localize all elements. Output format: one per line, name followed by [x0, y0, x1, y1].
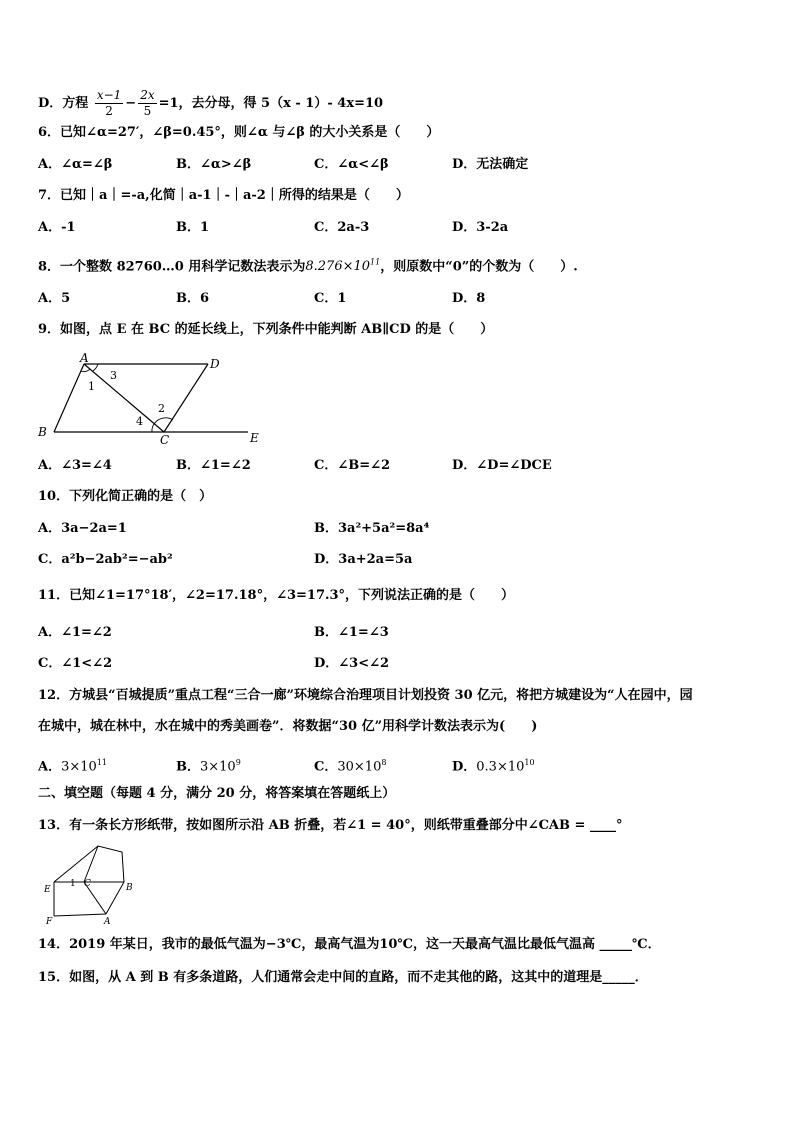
q8-option-d: D．8: [452, 291, 486, 306]
q11-option-d: D．∠3<∠2: [314, 656, 390, 671]
label-c: C: [160, 433, 170, 447]
equation-rest: =1，去分母，得 5（x - 1）- 4x=10: [158, 96, 384, 111]
q13-figure: [40, 840, 150, 925]
option-letter: B．: [176, 759, 200, 775]
sci-base: 8.276×10: [305, 259, 371, 275]
question-13-stem: 13．有一条长方形纸带，按如图所示沿 AB 折叠，若∠1 = 40°，则纸带重叠部分中∠CAB = ____°: [38, 818, 623, 833]
fraction-numerator: 2x: [140, 88, 155, 102]
angle-label-4: 4: [136, 415, 143, 428]
option-letter: C．: [314, 759, 338, 775]
fraction-denominator: 5: [143, 104, 152, 118]
fraction-1: [95, 88, 123, 119]
question-11-stem: 11．已知∠1=17°18′，∠2=17.18°，∠3=17.3°，下列说法正确的是（ ）: [38, 588, 515, 603]
question-5-option-d: [38, 88, 383, 119]
question-6-stem: 6．已知∠α=27′，∠β=0.45°，则∠α 与∠β 的大小关系是（ ）: [38, 125, 440, 140]
q10-option-d: D．3a+2a=5a: [314, 552, 413, 567]
q9-option-c: C．∠B=∠2: [314, 458, 391, 473]
label-a: A: [80, 351, 89, 365]
q8-option-b: B．6: [176, 291, 210, 306]
sci-exponent: 10: [524, 758, 535, 767]
label-b: B: [126, 883, 133, 893]
q8-option-a: A．5: [38, 291, 71, 306]
q7-option-b: B．1: [176, 220, 210, 235]
option-letter: D．: [452, 759, 477, 775]
question-12-line-2: 在城中，城在林中，水在城中的秀美画卷”．将数据“30 亿”用科学计数法表示为( ): [38, 719, 538, 734]
q11-option-b: B．∠1=∠3: [314, 625, 389, 640]
label-e: E: [44, 885, 51, 895]
label-f: F: [46, 917, 53, 925]
angle-label-1: 1: [88, 380, 95, 393]
q11-option-c: C．∠1<∠2: [38, 656, 113, 671]
question-14-stem: 14．2019 年某日，我市的最低气温为−3℃，最高气温为10℃，这一天最高气温比最低气温高 _____℃．: [38, 937, 661, 952]
q6-option-c: C．∠α<∠β: [314, 157, 389, 172]
angle-label-1: 1: [70, 879, 76, 889]
angle-label-2: 2: [158, 402, 165, 415]
sci-exponent: 9: [235, 758, 241, 767]
scientific-notation: [305, 259, 380, 274]
sci-base: 3×10: [61, 759, 97, 775]
sci-exponent: 8: [381, 758, 387, 767]
section-2-heading: 二、填空题（每题 4 分，满分 20 分，将答案填在答题纸上）: [38, 786, 396, 801]
label-c: C: [84, 879, 91, 889]
sci-exponent: 11: [370, 258, 381, 267]
q6-option-b: B．∠α>∠β: [176, 157, 252, 172]
q9-option-d: D．∠D=∠DCE: [452, 458, 552, 473]
segment-ab: [54, 364, 84, 432]
question-15-stem: 15．如图，从 A 到 B 有多条道路，人们通常会走中间的直路，而不走其他的路，这其中的道理是_____．: [38, 970, 648, 985]
angle-arc-1: [81, 369, 90, 372]
q6-option-d: D．无法确定: [452, 157, 529, 172]
fraction-2: [138, 88, 156, 119]
stem-text: 8．一个整数 82760…0 用科学记数法表示为: [38, 259, 306, 275]
label-b: B: [38, 425, 47, 439]
q7-option-c: C．2a-3: [314, 220, 370, 235]
segment-ac: [84, 364, 164, 432]
question-9-stem: 9．如图，点 E 在 BC 的延长线上，下列条件中能判断 AB∥CD 的是（ ）: [38, 322, 494, 337]
q10-option-a: A．3a−2a=1: [38, 521, 127, 536]
angle-arc-3: [93, 364, 98, 371]
label-d: D: [210, 357, 220, 371]
sci-base: 3×10: [200, 759, 236, 775]
fraction-denominator: 2: [105, 104, 113, 118]
q9-figure: [30, 350, 270, 450]
folded-strip: [54, 846, 124, 882]
question-10-stem: 10．下列化简正确的是（ ）: [38, 489, 213, 504]
label-a: A: [104, 917, 111, 925]
sci-base: 0.3×10: [476, 759, 525, 775]
q9-option-a: A．∠3=∠4: [38, 458, 112, 473]
q7-option-a: A．-1: [38, 220, 76, 235]
q12-option-a: [38, 755, 107, 775]
question-12-line-1: 12．方城县“百城提质”重点工程“三合一廊”环境综合治理项目计划投资 30 亿元，将把方城建设为“人在园中，园: [38, 688, 693, 703]
sci-exponent: 11: [96, 758, 107, 767]
q12-option-b: [176, 755, 241, 775]
line-fa: [54, 914, 106, 916]
option-label: D．方程: [38, 96, 89, 111]
label-e: E: [250, 431, 259, 445]
question-8-stem: [38, 255, 578, 275]
q12-option-c: [314, 755, 386, 775]
sci-base: 30×10: [337, 759, 382, 775]
angle-arc-4: [152, 424, 154, 432]
option-letter: A．: [38, 759, 62, 775]
q9-option-b: B．∠1=∠2: [176, 458, 251, 473]
q12-option-d: [452, 755, 535, 775]
q10-option-c: C．a²b−2ab²=−ab²: [38, 552, 173, 567]
stem-text: ，则原数中“0”的个数为（ ）.: [380, 259, 578, 275]
q8-option-c: C．1: [314, 291, 347, 306]
question-7-stem: 7．已知｜a｜=-a,化简｜a-1｜-｜a-2｜所得的结果是（ ）: [38, 188, 409, 203]
fraction-numerator: x−1: [96, 88, 122, 102]
q10-option-b: B．3a²+5a²=8a⁴: [314, 521, 430, 536]
line-ba: [106, 882, 124, 914]
minus-sign: −: [125, 96, 137, 111]
angle-label-3: 3: [110, 369, 117, 382]
segment-dc: [164, 364, 208, 432]
q6-option-a: A．∠α=∠β: [38, 157, 113, 172]
q7-option-d: D．3-2a: [452, 220, 509, 235]
q11-option-a: A．∠1=∠2: [38, 625, 112, 640]
